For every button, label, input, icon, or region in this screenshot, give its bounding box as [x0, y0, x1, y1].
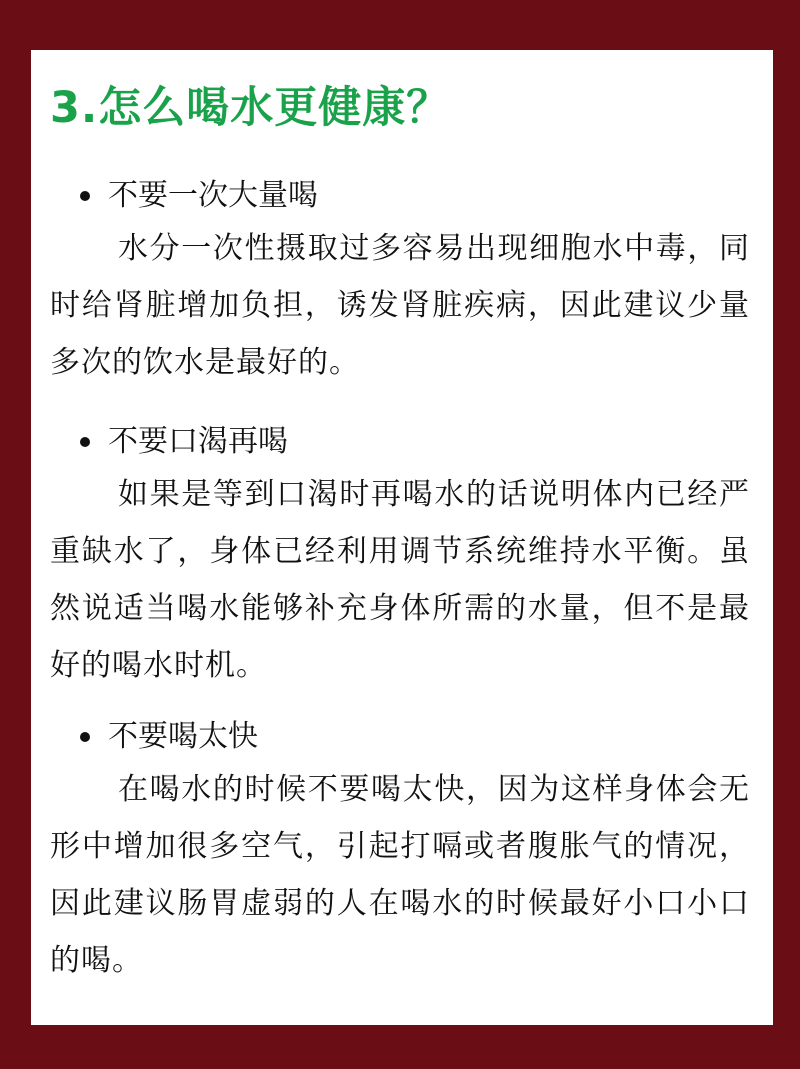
- bullet-heading: [50, 418, 750, 466]
- page-title: 3.怎么喝水更健康？: [50, 83, 451, 133]
- bullet-heading: [50, 713, 750, 761]
- section-no-large-amount: [50, 172, 750, 391]
- bullet-dot-icon: [80, 732, 90, 742]
- section-body: 水分一次性摄取过多容易出现细胞水中毒，同时给肾脏增加负担，诱发肾脏疾病，因此建议少量多次的饮水是最好的。: [50, 231, 750, 380]
- bullet-dot-icon: [80, 437, 90, 447]
- section-not-too-fast: [50, 713, 750, 989]
- bullet-dot-icon: [80, 191, 90, 201]
- section-heading: 不要口渴再喝: [108, 424, 288, 459]
- section-not-wait-thirst: [50, 418, 750, 694]
- section-body: 如果是等到口渴时再喝水的话说明体内已经严重缺水了，身体已经利用调节系统维持水平衡。虽然说适当喝水能够补充身体所需的水量，但不是最好的喝水时机。: [50, 477, 750, 683]
- section-body: 在喝水的时候不要喝太快，因为这样身体会无形中增加很多空气，引起打嗝或者腹胀气的情况，因此建议肠胃虚弱的人在喝水的时候最好小口小口的喝。: [50, 772, 750, 978]
- bullet-heading: [50, 172, 750, 220]
- section-heading: 不要一次大量喝: [108, 178, 318, 213]
- section-heading: 不要喝太快: [108, 719, 258, 754]
